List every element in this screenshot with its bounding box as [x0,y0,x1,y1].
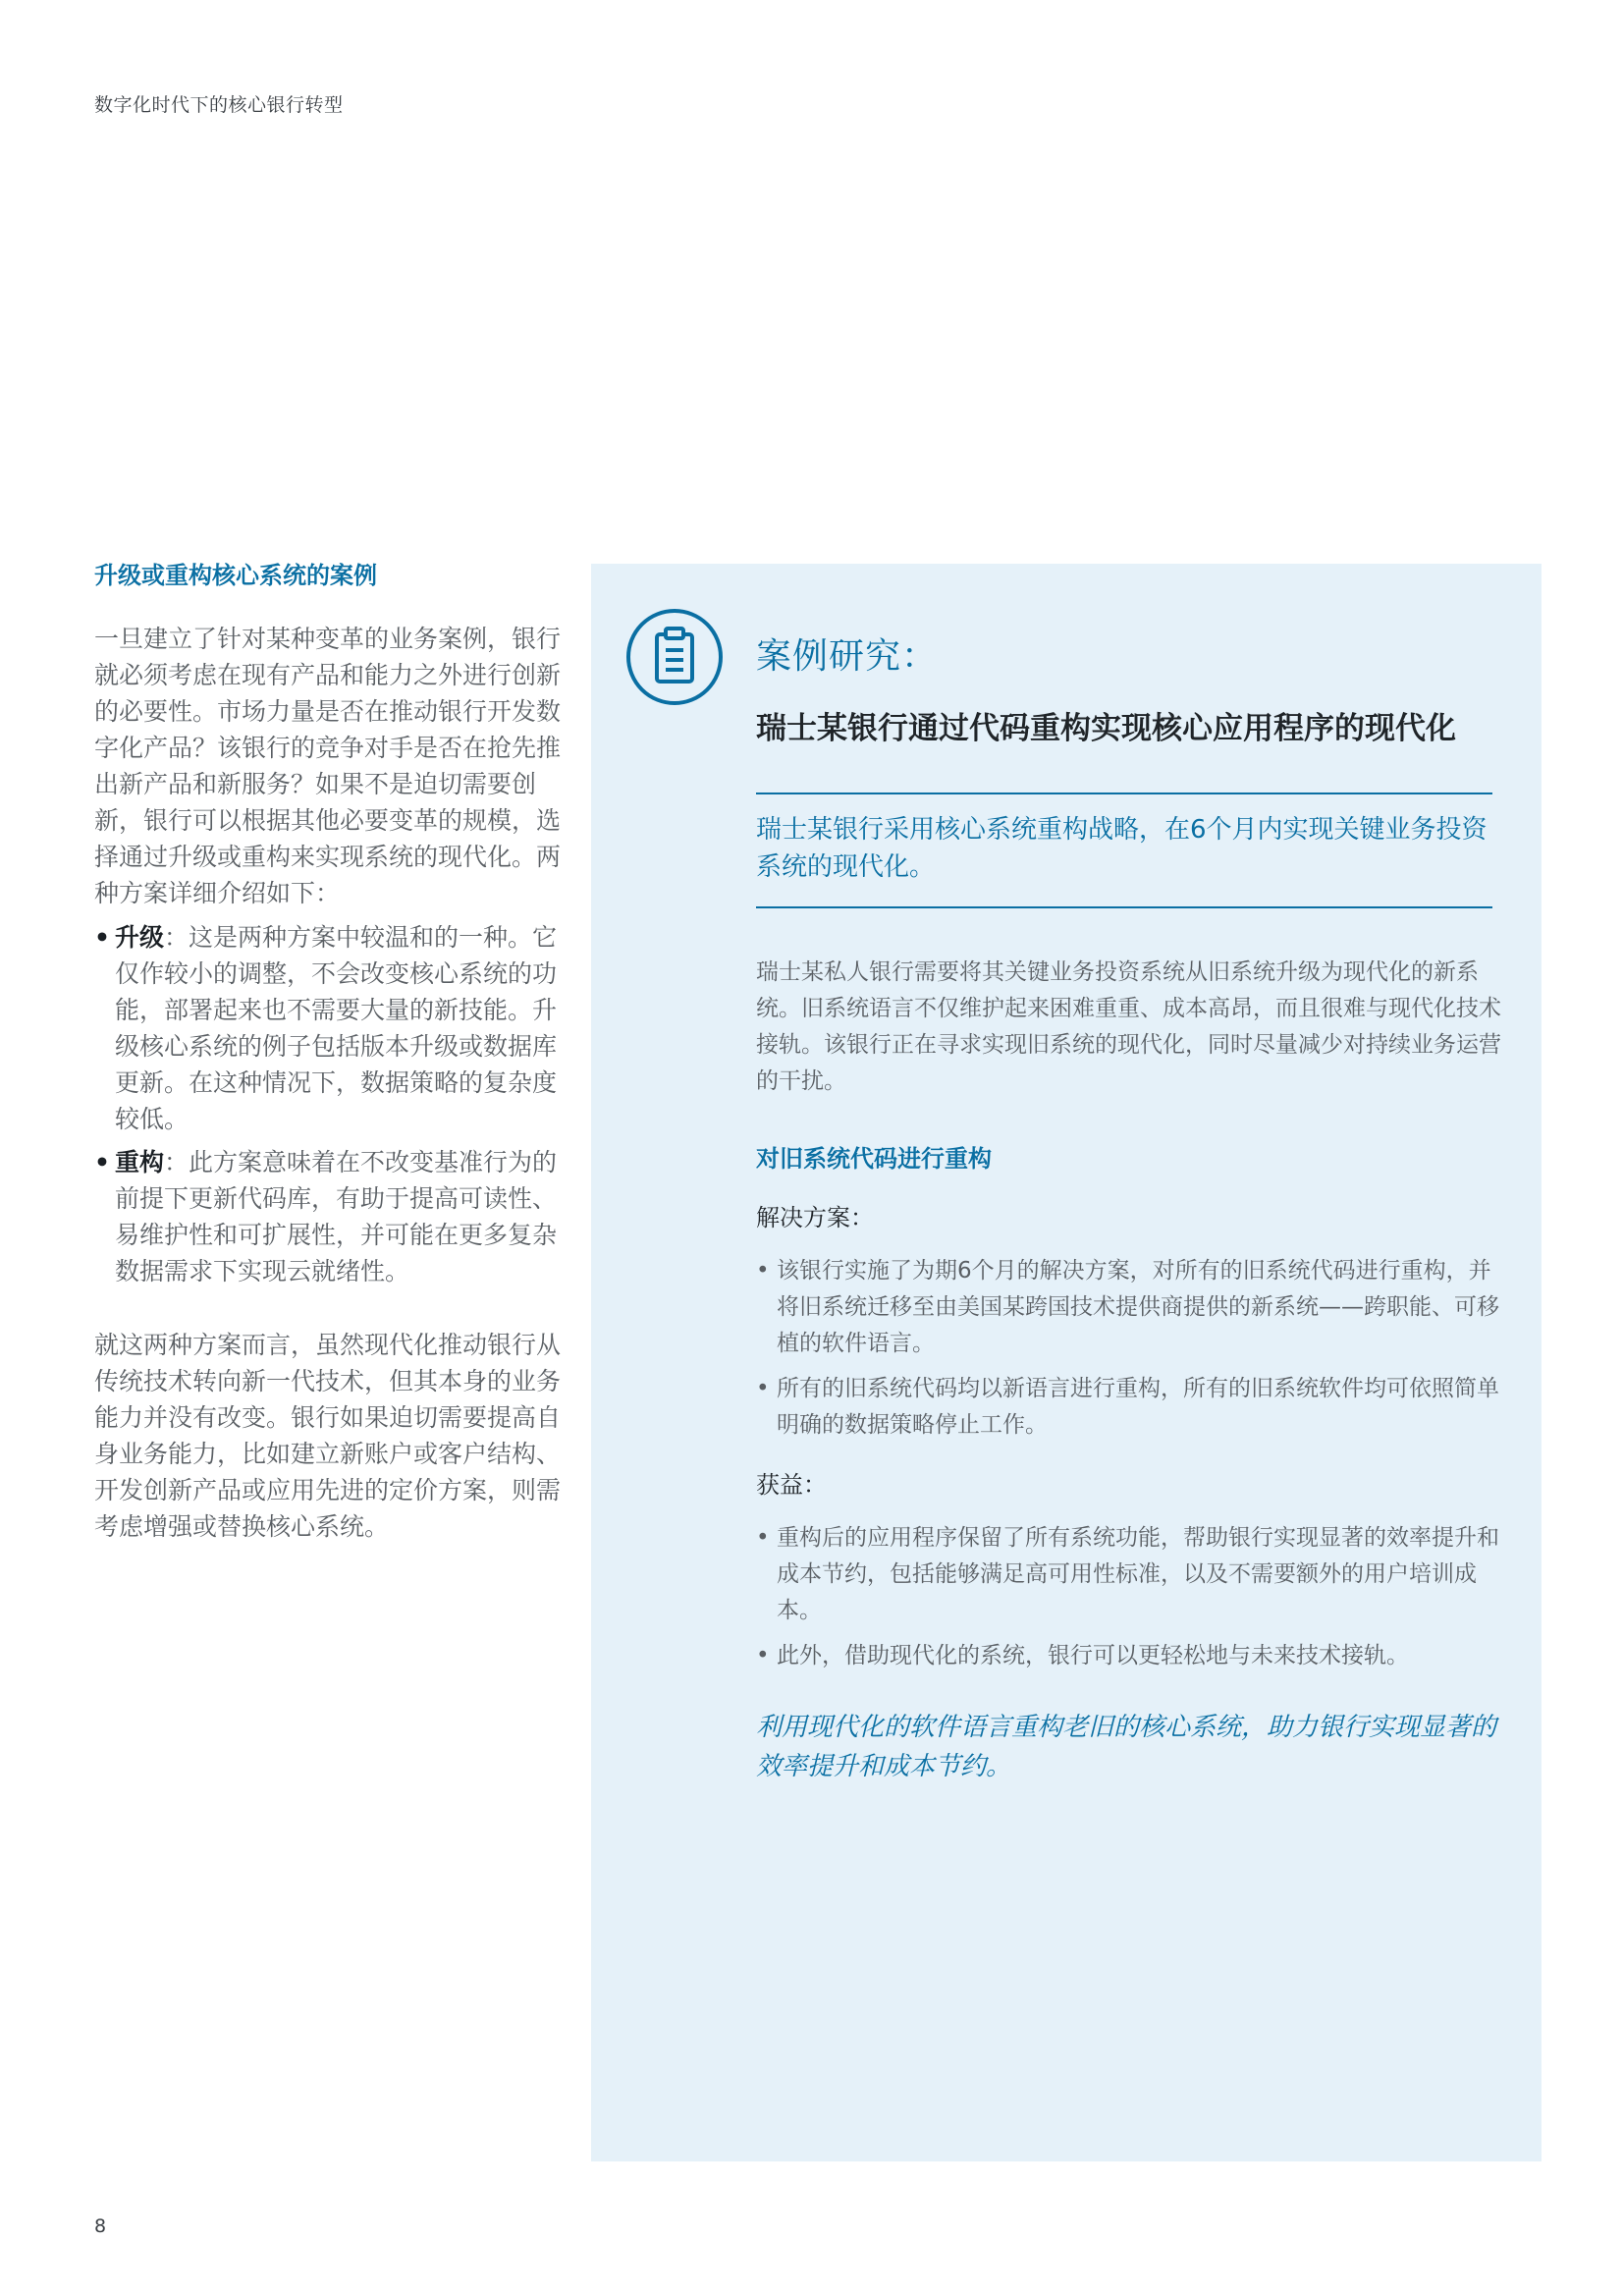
list-item [94,919,566,1137]
divider [756,906,1492,908]
case-study-body [756,955,1502,1786]
list-item [94,1144,566,1289]
case-study-label: 案例研究： [756,636,939,677]
case-study-intro: 瑞士某私人银行需要将其关键业务投资系统从旧系统升级为现代化的新系统。旧系统语言不仅维护起来困难重重、成本高昂，而且很难与现代化技术接轨。该银行正在寻求实现旧系统的现代化，同时尽量减少对持续业务运营的干扰。 [756,959,1501,1094]
conclusion-paragraph: 就这两种方案而言，虽然现代化推动银行从传统技术转向新一代技术，但其本身的业务能力并没有改变。银行如果迫切需要提高自身业务能力，比如建立新账户或客户结构、开发创新产品或应用先进的定价方案，则需考虑增强或替换核心系统。 [94,1331,562,1541]
list-item: • 重构后的应用程序保留了所有系统功能，帮助银行实现显著的效率提升和成本节约，包括能够满足高可用性标准，以及不需要额外的用户培训成本。 [756,1520,1502,1629]
list-item-term: 重构 [115,1148,165,1176]
benefits-list [756,1520,1502,1674]
solution-list [756,1253,1502,1444]
list-item: • 该银行实施了为期6个月的解决方案，对所有的旧系统代码进行重构，并将旧系统迁移至由美国某跨国技术提供商提供的新系统——跨职能、可移植的软件语言。 [756,1253,1502,1362]
solution-label: 解决方案： [756,1204,874,1231]
left-column [94,558,566,1545]
option-list [94,919,566,1289]
case-study-lead: 瑞士某银行采用核心系统重构战略，在6个月内实现关键业务投资系统的现代化。 [756,815,1488,882]
case-study-subheading: 对旧系统代码进行重构 [756,1145,992,1173]
running-header: 数字化时代下的核心银行转型 [94,94,344,116]
section-heading: 升级或重构核心系统的案例 [94,562,377,589]
list-item: • 此外，借助现代化的系统，银行可以更轻松地与未来技术接轨。 [756,1638,1502,1674]
clipboard-icon [624,607,725,707]
intro-paragraph: 一旦建立了针对某种变革的业务案例，银行就必须考虑在现有产品和能力之外进行创新的必要性。市场力量是否在推动银行开发数字化产品？该银行的竞争对手是否在抢先推出新产品和新服务？如果不是迫切需要创新，银行可以根据其他必要变革的规模，选择通过升级或重构来实现系统的现代化。两种方案详细介绍如下： [94,625,562,907]
case-study-title: 瑞士某银行通过代码重构实现核心应用程序的现代化 [756,711,1456,746]
case-study-panel [591,564,1542,2161]
page-number: 8 [94,2215,107,2237]
case-study-quote: 利用现代化的软件语言重构老旧的核心系统，助力银行实现显著的效率提升和成本节约。 [756,1713,1497,1781]
list-item-text: ：此方案意味着在不改变基准行为的前提下更新代码库，有助于提高可读性、易维护性和可扩展性，并可能在更多复杂数据需求下实现云就绪性。 [115,1148,558,1285]
list-item-text: ：这是两种方案中较温和的一种。它仅作较小的调整，不会改变核心系统的功能，部署起来也不需要大量的新技能。升级核心系统的例子包括版本升级或数据库更新。在这种情况下，数据策略的复杂度较低。 [115,923,558,1133]
benefits-label: 获益： [756,1471,827,1499]
divider [756,793,1492,794]
list-item-term: 升级 [115,923,165,952]
list-item: • 所有的旧系统代码均以新语言进行重构，所有的旧系统软件均可依照简单明确的数据策略停止工作。 [756,1371,1502,1444]
